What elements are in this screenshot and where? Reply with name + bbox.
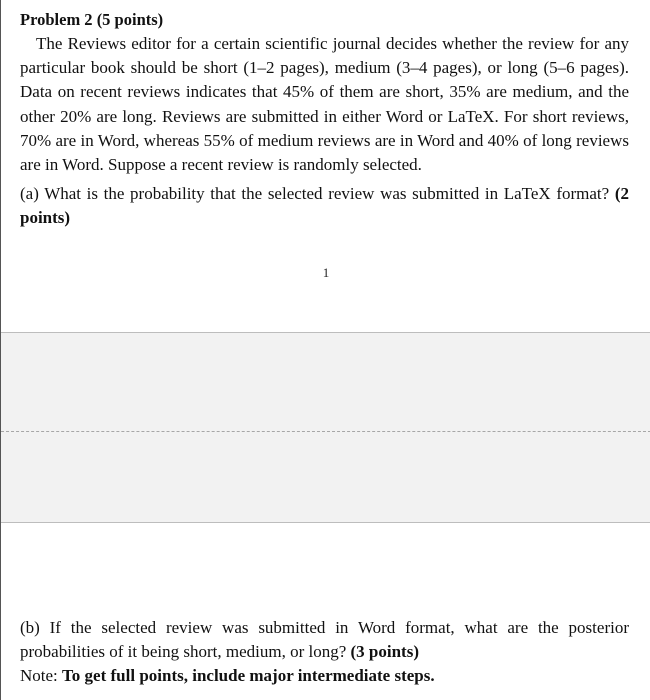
note-label: Note: [20,666,58,686]
part-a-text: (a) What is the probability that the selected review was submitted in LaTeX format? [20,184,610,204]
page-break-dashed-line [1,431,650,432]
part-a-points: (2 points) [20,184,629,228]
page-break-gap [1,332,650,523]
page-bottom-section [1,523,650,700]
part-a-question [20,182,629,230]
note-text: To get full points, include major intermediate steps. [62,666,435,686]
note-line [20,664,629,688]
part-b-question [20,616,629,664]
problem-title: Problem 2 [20,10,93,29]
part-b-text: (b) If the selected review was submitted in Word format, what are the posterior probabilities of it being short, medium, or long? [20,618,629,662]
part-b-points: (3 points) [350,642,419,662]
problem-points: (5 points) [96,10,164,29]
problem-heading [20,8,629,32]
problem-statement: The Reviews editor for a certain scientific journal decides whether the review for any particular book should be short (1–2 pages), medium (3–4 pages), or long (5–6 pages). Data on recent reviews indicates that 45% of them are short, 35% are medium, and the other 20% are long. Reviews are submitted in either Word or LaTeX. For short reviews, 70% are in Word, whereas 55% of medium reviews are in Word and 40% of long reviews are in Word. Suppose a recent review is randomly selected. [20,34,629,175]
page-top-section [1,0,650,332]
page-number: 1 [322,265,330,280]
